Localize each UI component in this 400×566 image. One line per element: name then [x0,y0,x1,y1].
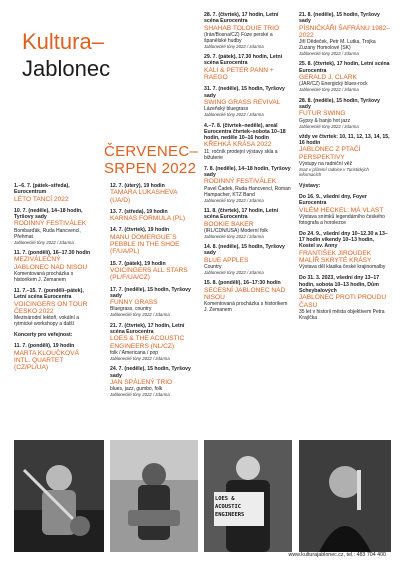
event-item [14,288,96,327]
photo-bookie-baker [204,440,292,552]
event-item [204,166,292,203]
photo-loes-acoustic-engineers [110,440,198,552]
column-2 [110,183,198,402]
event-when: 13. 7. (středa), 19 hodin [110,208,168,215]
event-detail: Country [204,264,222,271]
event-when: 11. 7. (pondělí), 16–17.30 hodin [14,250,91,257]
event-detail: 35 let v historii města objektivem Petra Krajíčka [299,308,385,321]
event-when: 7. 8. (neděle), 14–18 hodin, Tyršovy sady [204,165,291,179]
event-name: SECESNÍ JABLONEC NAD NISOU [204,286,286,301]
footer-contact: www.kulturajablonec.cz, tel.: 483 704 400 [288,552,386,558]
event-item [299,275,391,320]
event-name: VOICINGERS ALL STARS (PL/F/UA/CZ) [110,266,188,282]
event-name: JABLONEC PROTI PROUDU ČASU [299,294,387,309]
event-name: KŘEHKÁ KRÁSA 2022 [204,141,272,149]
event-item [299,183,391,189]
event-name: FUTUR SWING [299,110,346,118]
event-note: Jablonecké tóny 2022 / zdarma [204,270,264,276]
event-note: Jablonecké tóny 2022 / zdarma [110,392,170,398]
event-item [204,208,292,239]
event-item [299,98,391,129]
event-when: Výstavy: [299,182,321,189]
event-name: VOICINGERS ON TOUR ČESKO 2022 [14,300,88,315]
column-3 [204,12,292,318]
event-when: 4.–7. 8. (čtvrtek–neděle), areál Eurocentra čtvrtek–sobota 10–18 hodin, neděle 10–16 hodin [204,122,286,142]
event-name: FUNNY GRASS [110,299,158,307]
event-detail: Lázeňský bluegrass [204,106,249,113]
event-item [110,209,198,223]
event-item [204,123,292,161]
event-note: Jablonecké tóny 2022 / zdarma [14,239,74,245]
event-when: 11. 8. (čtvrtek), 17 hodin, Letní scéna Eurocentra [204,207,279,221]
event-when: 28. 7. (čtvrtek), 17 hodin, Letní scéna Eurocentra [204,12,279,25]
event-name: LÉTO TANCÍ 2022 [14,195,69,203]
event-note: Jablonecké tóny 2022 / zdarma [110,312,170,318]
event-note: Jablonecké tóny 2022 / zdarma [204,43,264,49]
event-when: 1.–6. 7. (pátek–středa), Eurocentrum [14,183,70,196]
event-name: MEZIVÁLEČNÝ JABLONEC NAD NISOU [14,256,88,271]
period-line-2: SRPEN 2022 [104,160,197,177]
event-item [299,61,391,92]
event-name: MARTA KLOUČKOVÁ INTL. QUARTET (CZ/PL/UA) [14,349,79,372]
event-name: BOOKIE BAKER [204,220,254,228]
event-detail: Bombarďák, Ruda Hancvencl, Přehmat [14,227,81,240]
event-detail: Výstava snímků legendárního českého fotografa a horolezce [299,213,385,226]
event-name: KALI & PETER PANN + RAEGO [204,66,274,82]
event-item [110,261,198,282]
event-item [299,194,391,226]
event-note: Jablonecké tóny 2022 / zdarma [204,197,264,203]
event-item [110,366,198,397]
event-detail: Komentovaná procházka s historikem J. Zemanem [204,301,288,314]
photo-jan-spaleny-trio [14,440,104,552]
event-name: TAMARA LUKASHEVA (UA/D) [110,189,178,204]
event-detail: 11. ročník prodejní výstavy skla a bižuterie [204,148,278,161]
period [104,143,198,177]
event-name: JABLONEC Z PTAČÍ PERSPEKTIVY [299,146,361,161]
event-name: JAN SPÁLENÝ TRIO [110,378,173,386]
event-item [14,343,96,371]
event-when: 11. 7. (pondělí), 19 hodin [14,343,75,350]
event-name: MANU DOMERGUE´S PEBBLE IN THE SHOE (F/UA/PL) [110,233,180,256]
event-name: GERALD J. CLARK [299,74,357,82]
column-1 [14,183,96,377]
event-when: Do 16. 9., všední dny, Foyer Eurocentra [299,193,367,207]
event-item [204,12,292,49]
event-item [110,323,198,361]
event-detail: Jiří Dědeček, Petr M. Lutka, Trojka Zuzany Homolové (SK) [299,39,376,52]
photo-singer [299,440,391,552]
event-when: 25. 8. (čtvrtek), 17 hodin, Letní scéna Eurocentra [299,61,390,74]
event-detail: Výstupy na radniční věž [299,161,353,168]
event-detail: Komentovaná procházka s historikem J. Zemanem [14,270,74,283]
event-detail: Mezinárodní lektoři, vokální a rytmické workshopy a další [14,315,80,328]
event-when: 17. 7. (neděle), 15 hodin, Tyršovy sady [110,286,191,299]
event-when: 31. 7. (neděle), 15 hodin, Tyršovy sady [204,86,285,99]
event-name: LOES & THE ACOUSTIC ENGINEERS (NL/CZ) [110,335,185,350]
period-line-1: ČERVENEC– [104,143,199,160]
event-detail: (JAR/CZ) Energický blues-rock [299,81,368,88]
event-when: 21. 8. (neděle), 15 hodin, Tyršovy sady [299,12,380,25]
title-line-2: Jablonec [22,56,111,81]
event-when: 14. 7. (čtvrtek), 19 hodin [110,227,170,234]
event-name: BLUE APPLES [204,256,249,264]
event-item [299,12,391,56]
event-item [204,86,292,117]
event-detail: (IRL/CDN/USA) Moderní folk [204,227,268,234]
event-item [204,280,292,313]
event-name: RODINNÝ FESTIVÁLEK [14,220,87,228]
event-when: Koncerty pro veřejnost: [14,332,73,339]
event-detail: (Irán/Bosna/CZ) Fúze perské a španělské hudby [204,31,273,44]
event-note: Jablonecké tóny 2022 / zdarma [299,123,359,129]
event-when: 24. 7. (neděle), 15 hodin, Tyršovy sady [110,366,191,379]
event-item [204,54,292,81]
event-item [14,208,96,245]
title-line-1: Kultura– [22,29,104,54]
event-item [204,244,292,275]
event-name: SWING GRASS REVIVAL [204,98,281,106]
event-note: Jablonecké tóny 2022 / zdarma [299,87,359,93]
event-note: Jablonecké tóny 2022 / zdarma [110,355,170,361]
event-when: 14. 8. (neděle), 15 hodin, Tyršovy sady [204,244,285,257]
event-detail: blues, jazz, gumbo, folk [110,386,163,393]
event-when: 10. 7. (neděle), 14–18 hodin, Tyršovy sady [14,207,83,221]
event-when: vždy ve čtvrtek: 10, 11, 12, 13, 14, 15, 16 hodin [299,133,390,147]
event-name: SHAHAB TOLOUIE TRIO [204,24,280,32]
event-name: FRANTIŠEK JIROUDEK MALÍŘ SKRYTÉ KRÁSY [299,249,372,265]
column-4 [299,12,391,326]
event-name: KARNAS FORMULA (PL) [110,215,186,223]
event-item [299,231,391,270]
event-item [14,183,96,203]
event-item [110,227,198,255]
event-detail: Bluegrass, country [110,306,152,313]
event-name: RODINNÝ FESTIVÁLEK [204,178,277,186]
event-detail: Pavel Čadek, Ruda Hancvencl, Roman Hampacher, KTZ Band [204,185,291,198]
event-note: Jablonecké tóny 2022 / zdarma [204,233,264,239]
event-item [110,287,198,318]
event-when: 28. 8. (neděle), 15 hodin, Tyršovy sady [299,97,380,110]
event-note: Jablonecké tóny 2022 / zdarma [204,112,264,118]
event-when: 15. 7. (pátek), 19 hodin [110,260,166,267]
event-detail: folk / Americana / pop [110,349,159,356]
event-when: 11. 7.–15. 7. (pondělí–pátek), Letní scéna Eurocentra [14,287,84,301]
event-note: Sraz v přízemí radnice v Turistických informacích [299,167,369,178]
poster-title [22,28,110,82]
event-item [14,332,96,338]
event-when: 21. 7. (čtvrtek), 17 hodin, Letní scéna Eurocentra [110,322,185,336]
event-note: Jablonecké tóny 2022 / zdarma [299,51,359,57]
event-when: Do 31. 3. 2023, všední dny 13–17 hodin, sobota 10–13 hodin, Dům Scheybalových [299,275,380,294]
event-name: PÍSNIČKÁŘI ŠAFRÁNU 1982–2022 [299,24,390,39]
event-item [14,250,96,283]
event-detail: Gypsy & banjo hot jazz [299,117,351,124]
event-name: VILÉM HECKEL: MÁ VLAST [299,206,384,214]
event-item [299,134,391,178]
photo-caption: LOES & ACOUSTIC ENGINEERS [215,496,245,518]
event-when: 15. 8. (pondělí), 16–17:30 hodin [204,280,281,287]
event-when: Do 24. 9., všední dny 10–12.30 a 13–17 hodin víkendy 10–13 hodin, Kostel sv. Anny [299,230,388,250]
event-when: 12. 7. (úterý), 19 hodin [110,183,165,189]
event-detail: Výstava děl klasika české krajinomalby [299,264,386,271]
event-item [110,183,198,204]
event-when: 29. 7. (pátek), 17.30 hodin, Letní scéna Eurocentra [204,54,283,67]
